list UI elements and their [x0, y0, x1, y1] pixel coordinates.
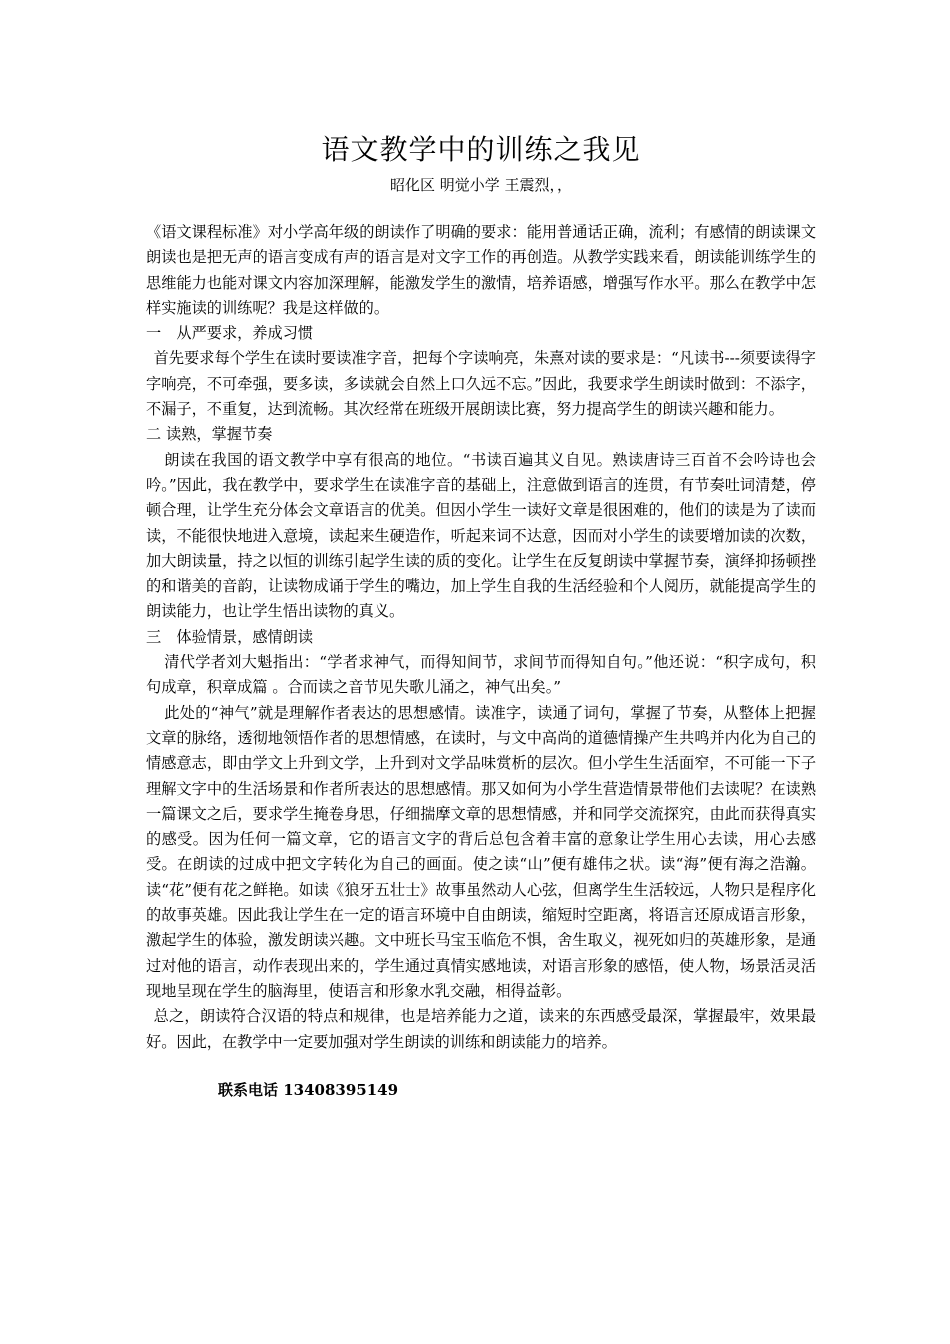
document-title: 语文教学中的训练之我见	[321, 133, 641, 166]
section-3-quote-paragraph: 清代学者刘大魁指出：“学者求神气，而得知间节，求间节而得知自句。”他还说：“积字成句，积句成章，积章成篇 。合而读之音节见失歌儿涌之，神气出矣。”	[146, 653, 816, 697]
conclusion-paragraph: 总之，朗读符合汉语的特点和规律，也是培养能力之道，读来的东西感受最深，掌握最牢，效果最好。因此，在教学中一定要加强对学生朗读的训练和朗读能力的培养。	[146, 1007, 816, 1051]
section-heading-2: 二 读熟，掌握节奏	[146, 425, 273, 444]
section-1-paragraph: 首先要求每个学生在读时要读准字音，把每个字读响亮，朱熹对读的要求是：“凡读书---须要读得字字响亮，不可牵强，要多读，多读就会自然上口久远不忘。”因此，我要求学生朗读时做到：不添字，不漏子，不重复，达到流畅。其次经常在班级开展朗读比赛，努力提高学生的朗读兴趣和能力。	[146, 349, 816, 419]
section-3-paragraph: 此处的“神气”就是理解作者表达的思想感情。读准字，读通了词句，掌握了节奏，从整体上把握文章的脉络，透彻地领悟作者的思想情感，在读时，与文中高尚的道德情操产生共鸣并内化为自己的情感意志，即由学文上升到文学，上升到对文学品味赏析的层次。但小学生生活面窄，不可能一下子理解文字中的生活场景和作者所表达的思想感情。那又如何为小学生营造情景带他们去读呢？在读熟一篇课文之后，要求学生掩卷身思，仔细揣摩文章的思想情感，并和同学交流探究，由此而获得真实的感受。因为任何一篇文章，它的语言文字的背后总包含着丰富的意象让学生用心去读，用心去感受。在朗读的过成中把文字转化为自己的画面。使之读“山”便有雄伟之状。读“海”便有海之浩瀚。读“花”便有花之鲜艳。如读《狼牙五壮士》故事虽然动人心弦，但离学生生活较远，人物只是程序化的故事英雄。因此我让学生在一定的语言环境中自由朗读，缩短时空距离，将语言还原成语言形象，激起学生的体验，激发朗读兴趣。文中班长马宝玉临危不惧，舍生取义，视死如归的英雄形象，是通过对他的语言，动作表现出来的，学生通过真情实感地读，对语言形象的感悟，使人物，场景活灵活现地呈现在学生的脑海里，使语言和形象水乳交融，相得益彰。	[146, 703, 816, 1000]
intro-paragraph: 《语文课程标准》对小学高年级的朗读作了明确的要求：能用普通话正确，流利；有感情的朗读课文朗读也是把无声的语言变成有声的语言是对文字工作的再创造。从教学实践来看，朗读能训练学生的思维能力也能对课文内容加深理解，能激发学生的激情，培养语感，增强写作水平。那么在教学中怎样实施读的训练呢？我是这样做的。	[146, 223, 816, 317]
contact-phone: 联系电话 13408395149	[218, 1080, 399, 1099]
section-heading-3: 三 体验情景，感情朗读	[146, 627, 314, 646]
document-body	[146, 220, 816, 1055]
document-page	[146, 128, 816, 1103]
section-heading-1: 一 从严要求，养成习惯	[146, 324, 314, 343]
section-2-paragraph: 朗读在我国的语文教学中享有很高的地位。“书读百遍其义自见。熟读唐诗三百首不会吟诗也会吟。”因此，我在教学中，要求学生在读准字音的基础上，注意做到语言的连贯，有节奏吐词清楚，停顿合理，让学生充分体会文章语言的优美。但因小学生一读好文章是很困难的，他们的读是为了读而读，不能很快地进入意境，读起来生硬造作，听起来词不达意，因而对小学生的读要增加读的次数，加大朗读量，持之以恒的训练引起学生读的质的变化。让学生在反复朗读中掌握节奏，演绎抑扬顿挫的和谐美的音韵，让读物成诵于学生的嘴边，加上学生自我的生活经验和个人阅历，就能提高学生的朗读能力，也让学生悟出读物的真义。	[146, 450, 816, 621]
document-author: 昭化区 明觉小学 王震烈，，	[389, 176, 573, 194]
